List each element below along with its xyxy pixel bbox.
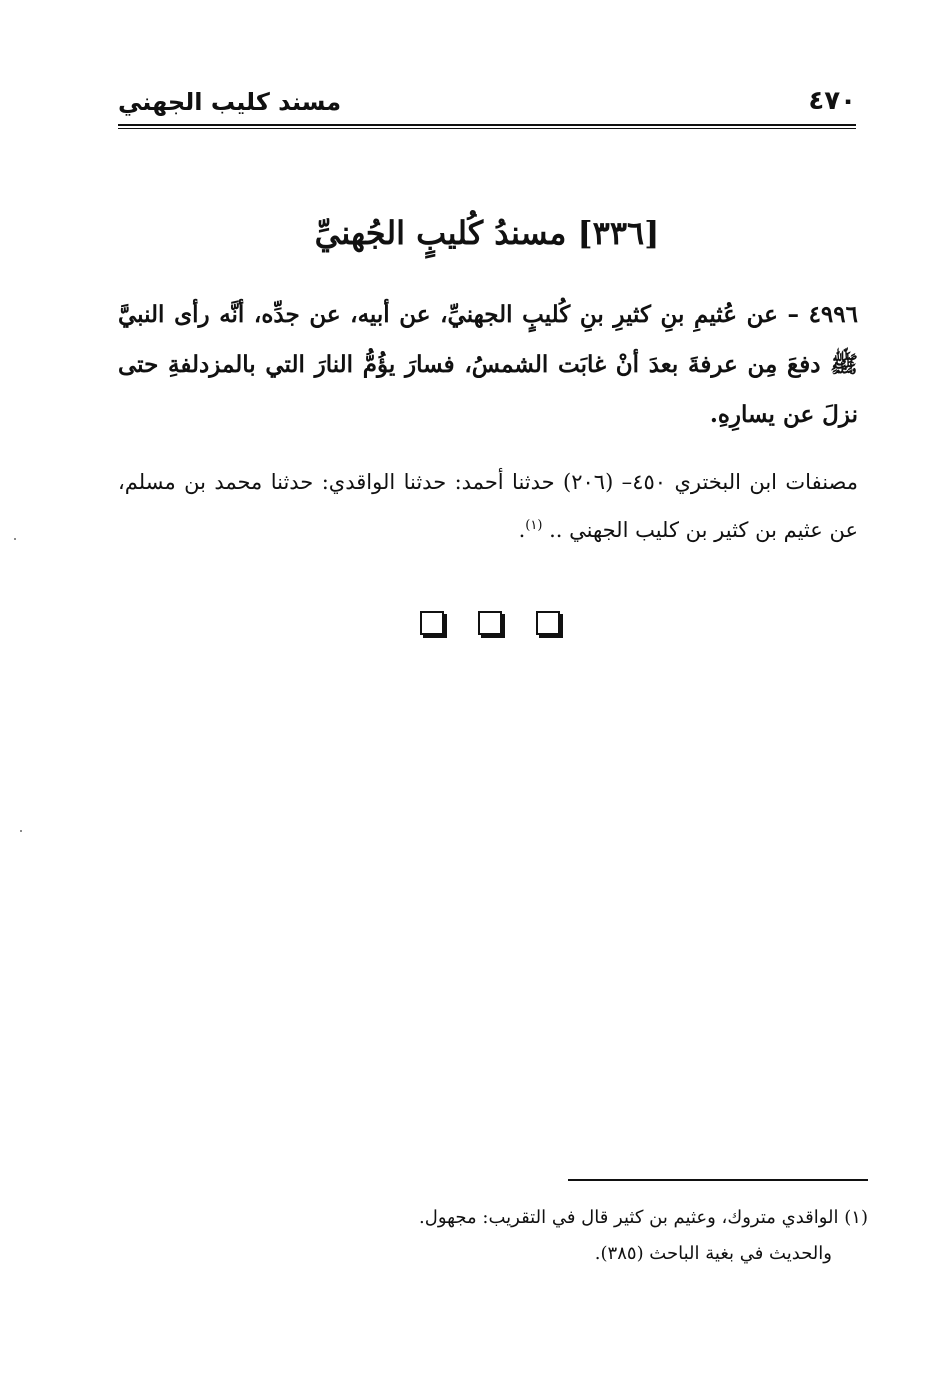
- footnotes: [300, 1200, 868, 1272]
- header-rule: [118, 124, 856, 126]
- source-text: مصنفات ابن البختري ٤٥٠– (٢٠٦) حدثنا أحمد: حدثنا الواقدي: حدثنا محمد بن مسلم، عن عثيم بن كثير بن كليب الجهني ..: [118, 470, 858, 542]
- source-end-mark: .: [518, 518, 526, 542]
- footnote-rule: [568, 1179, 868, 1181]
- hadith-text: ٤٩٩٦ – عن عُثيمِ بنِ كثيرِ بنِ كُليبٍ الجهنيِّ، عن أبيه، عن جدِّه، أنَّه رأى النبيَّ ﷺ دفعَ مِن عرفةَ بعدَ أنْ غابَت الشمسُ، فسارَ يؤُمُّ النارَ التي بالمزدلفةِ حتى نزلَ عن يسارِهِ.: [118, 301, 858, 428]
- separator-box-icon: [478, 611, 502, 635]
- separator-box-icon: [536, 611, 560, 635]
- source-paragraph: [118, 458, 858, 554]
- footnote-reference[interactable]: (١): [525, 518, 543, 533]
- header-rule-thin: [118, 128, 856, 129]
- separator-box-icon: [420, 611, 444, 635]
- footnote-1-continuation: والحديث في بغية الباحث (٣٨٥).: [594, 1243, 832, 1264]
- section-heading: [٣٣٦] مسندُ كُليبٍ الجُهنيِّ: [314, 214, 660, 252]
- scan-speck: [20, 830, 22, 832]
- running-header: [118, 82, 856, 126]
- scan-speck: [14, 538, 16, 540]
- footnote-1: (١) الواقدي متروك، وعثيم بن كثير قال في التقريب: مجهول.: [419, 1207, 868, 1228]
- running-header-title: مسند كليب الجهني: [118, 88, 342, 116]
- page-number: ٤٧٠: [808, 86, 856, 116]
- section-separator: [420, 608, 560, 638]
